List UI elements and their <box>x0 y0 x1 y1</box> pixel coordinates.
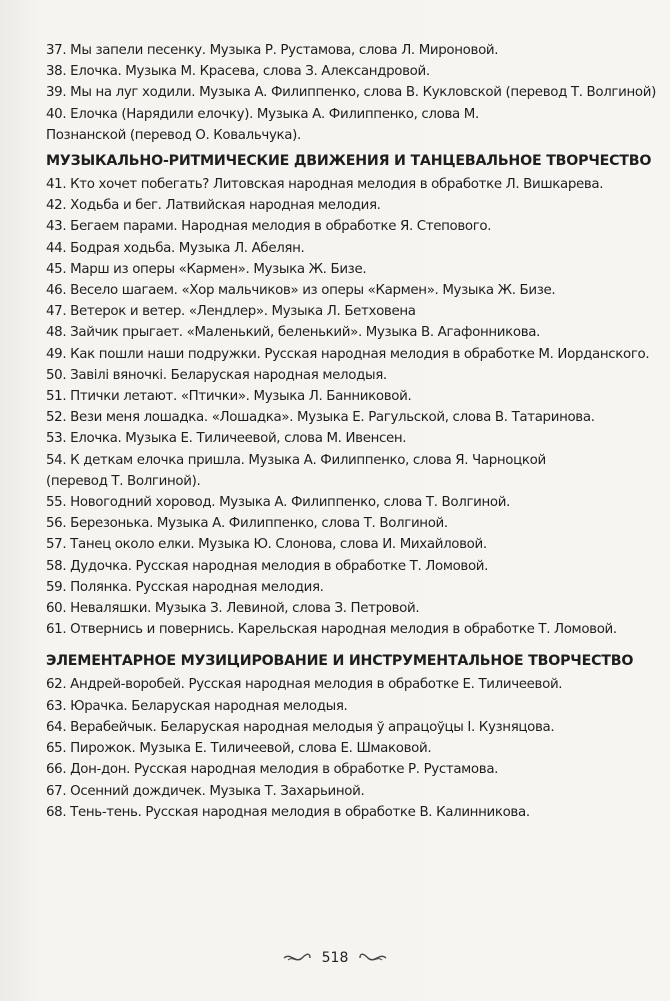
list-item: 44. Бодрая ходьба. Музыка Л. Абелян. <box>46 240 305 256</box>
list-item: 60. Неваляшки. Музыка З. Левиной, слова З. Петровой. <box>46 601 420 617</box>
list-item: 62. Андрей-воробей. Русская народная мелодия в обработке Е. Тиличеевой. <box>46 677 563 693</box>
list-item: 45. Марш из оперы «Кармен». Музыка Ж. Бизе. <box>46 261 367 277</box>
page-footer <box>0 950 670 966</box>
list-item: 43. Бегаем парами. Народная мелодия в обработке Я. Степового. <box>46 219 492 235</box>
list-item: 67. Осенний дождичек. Музыка Т. Захарьиной. <box>46 783 365 799</box>
ornament-right-icon <box>358 952 388 964</box>
list-item: 65. Пирожок. Музыка Е. Тиличеевой, слова Е. Шмаковой. <box>46 741 432 757</box>
list-item: 50. Завілі вяночкі. Беларуская народная мелодыя. <box>46 367 387 383</box>
list-item: 42. Ходьба и бег. Латвийская народная мелодия. <box>46 198 381 214</box>
list-item: 55. Новогодний хоровод. Музыка А. Филиппенко, слова Т. Волгиной. <box>46 495 510 511</box>
list-item: 38. Елочка. Музыка М. Красева, слова З. Александровой. <box>46 64 430 80</box>
list-item: 54. К деткам елочка пришла. Музыка А. Филиппенко, слова Я. Чарноцкой (перевод Т. Волгиной). <box>46 452 546 489</box>
list-item: 52. Вези меня лошадка. «Лошадка». Музыка Е. Рагульской, слова В. Татаринова. <box>46 410 595 426</box>
list-item: 64. Верабейчык. Беларуская народная мелодыя ў апрацоўцы І. Кузняцова. <box>46 719 555 735</box>
list-item: 58. Дудочка. Русская народная мелодия в обработке Т. Ломовой. <box>46 558 489 574</box>
list-item: 49. Как пошли наши подружки. Русская народная мелодия в обработке М. Иорданского. <box>46 346 650 362</box>
list-item: 66. Дон-дон. Русская народная мелодия в обработке Р. Рустамова. <box>46 762 499 778</box>
list-item: 59. Полянка. Русская народная мелодия. <box>46 579 324 595</box>
list-item: 61. Отвернись и повернись. Карельская народная мелодия в обработке Т. Ломовой. <box>46 622 617 638</box>
ornament-left-icon <box>282 952 312 964</box>
list-item: 57. Танец около елки. Музыка Ю. Слонова, слова И. Михайловой. <box>46 537 487 553</box>
list-item: 63. Юрачка. Беларуская народная мелодыя. <box>46 698 348 714</box>
list-item: 48. Зайчик прыгает. «Маленький, беленький». Музыка В. Агафонникова. <box>46 325 541 341</box>
section-heading: МУЗЫКАЛЬНО-РИТМИЧЕСКИЕ ДВИЖЕНИЯ И ТАНЦЕВАЛЬНОЕ ТВОРЧЕСТВО <box>46 153 652 170</box>
list-item: 40. Елочка (Нарядили елочку). Музыка А. Филиппенко, слова М. Познанской (перевод О. Ковальчука). <box>46 106 479 143</box>
list-item: 41. Кто хочет побегать? Литовская народная мелодия в обработке Л. Вишкарева. <box>46 177 604 193</box>
list-item: 47. Ветерок и ветер. «Лендлер». Музыка Л. Бетховена <box>46 304 416 320</box>
page-content <box>46 40 656 823</box>
list-item: 39. Мы на луг ходили. Музыка А. Филиппенко, слова В. Кукловской (перевод Т. Волгиной) <box>46 85 656 101</box>
list-item: 46. Весело шагаем. «Хор мальчиков» из оперы «Кармен». Музыка Ж. Бизе. <box>46 283 556 299</box>
list-item: 56. Березонька. Музыка А. Филиппенко, слова Т. Волгиной. <box>46 516 448 532</box>
page-number: 518 <box>321 950 349 966</box>
list-item: 53. Елочка. Музыка Е. Тиличеевой, слова М. Ивенсен. <box>46 431 407 447</box>
section-heading: ЭЛЕМЕНТАРНОЕ МУЗИЦИРОВАНИЕ И ИНСТРУМЕНТАЛЬНОЕ ТВОРЧЕСТВО <box>46 653 634 670</box>
list-item: 68. Тень-тень. Русская народная мелодия в обработке В. Калинникова. <box>46 804 530 820</box>
list-item: 37. Мы запели песенку. Музыка Р. Рустамова, слова Л. Мироновой. <box>46 43 499 58</box>
list-item: 51. Птички летают. «Птички». Музыка Л. Банниковой. <box>46 389 412 405</box>
